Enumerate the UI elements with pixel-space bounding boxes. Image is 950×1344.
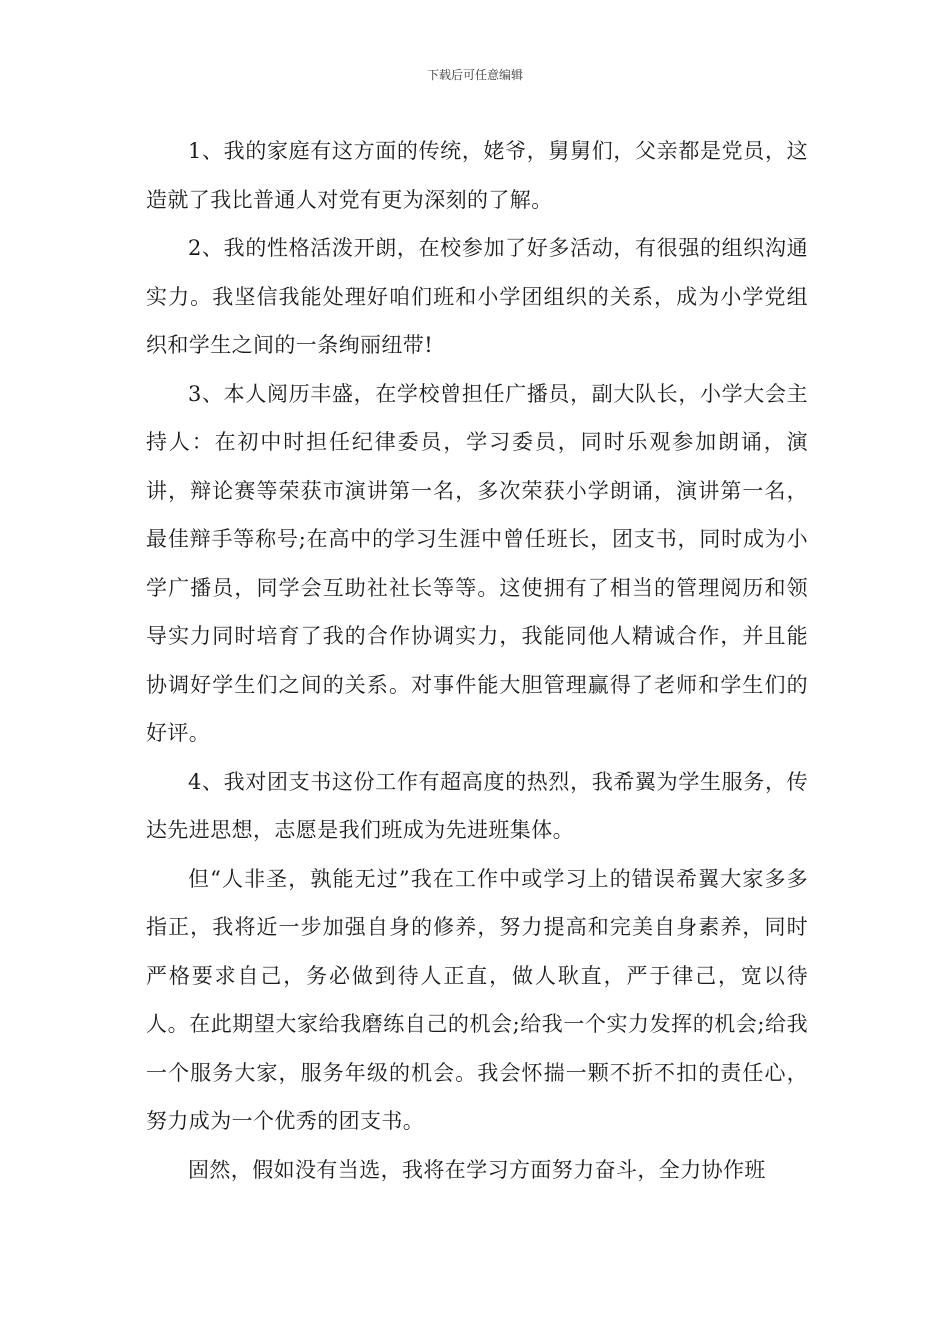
paragraph-1: 1、我的家庭有这方面的传统，姥爷，舅舅们，父亲都是党员，这造就了我比普通人对党有更为深刻的了解。: [146, 139, 808, 212]
page-header: 下载后可任意编辑: [426, 68, 523, 82]
paragraph-4: 4、我对团支书这份工作有超高度的热烈，我希翼为学生服务，传达先进思想，志愿是我们班成为先进班集体。: [146, 769, 808, 842]
paragraph-3: 3、本人阅历丰盛，在学校曾担任广播员，副大队长，小学大会主持人：在初中时担任纪律委员，学习委员，同时乐观参加朗诵，演讲，辩论赛等荣获市演讲第一名，多次荣获小学朗诵，演讲第一名，最佳辩手等称号;在高中的学习生涯中曾任班长，团支书，同时成为小学广播员，同学会互助社社长等等。这使拥有了相当的管理阅历和领导实力同时培育了我的合作协调实力，我能同他人精诚合作，并且能协调好学生们之间的关系。对事件能大胆管理赢得了老师和学生们的好评。: [146, 381, 808, 745]
paragraph-2: 2、我的性格活泼开朗，在校参加了好多活动，有很强的组织沟通实力。我坚信我能处理好咱们班和小学团组织的关系，成为小学党组织和学生之间的一条绚丽纽带!: [146, 236, 808, 357]
paragraph-6: 固然，假如没有当选，我将在学习方面努力奋斗，全力协作班: [188, 1157, 766, 1182]
document-body: [146, 127, 808, 1194]
paragraph-5: 但“人非圣，孰能无过”我在工作中或学习上的错误希翼大家多多指正，我将近一步加强自身的修养，努力提高和完美自身素养，同时严格要求自己，务必做到待人正直，做人耿直，严于律己，宽以待人。在此期望大家给我磨练自己的机会;给我一个实力发挥的机会;给我一个服务大家，服务年级的机会。我会怀揣一颗不折不扣的责任心，努力成为一个优秀的团支书。: [146, 866, 808, 1133]
